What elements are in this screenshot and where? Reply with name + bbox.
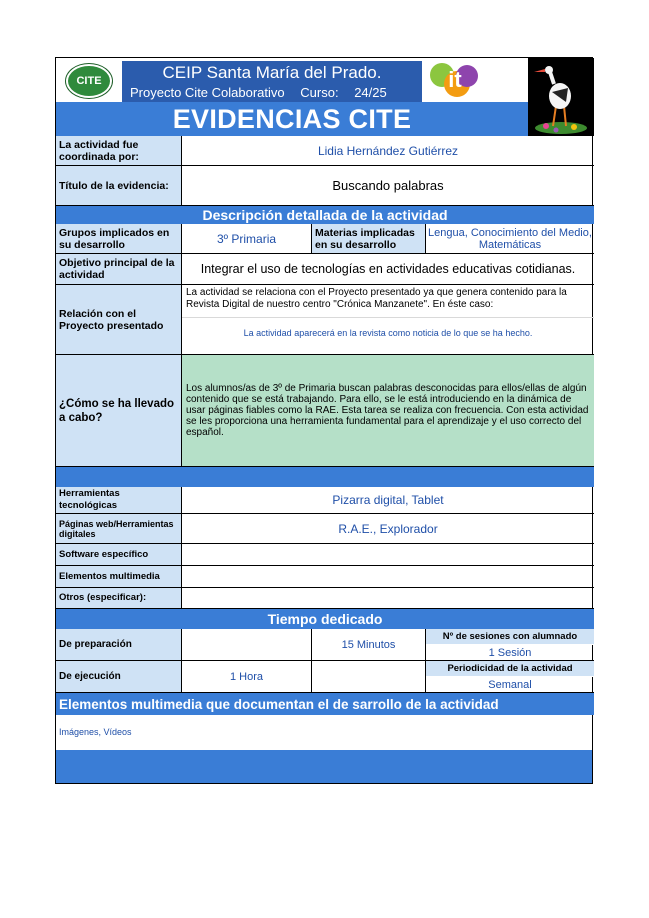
cite-logo-text: CITE bbox=[76, 75, 102, 87]
exec-blank bbox=[312, 661, 426, 693]
tools-other-value bbox=[182, 588, 594, 609]
multimedia-value: Imágenes, Vídeos bbox=[59, 727, 132, 737]
project-line bbox=[130, 85, 420, 100]
period-label: Periodicidad de la actividad bbox=[426, 661, 594, 677]
tools-multimedia-value bbox=[182, 566, 594, 588]
subjects-value: Lengua, Conocimiento del Medio, Matemáticas bbox=[426, 224, 594, 254]
how-value bbox=[182, 355, 594, 467]
school-name: CEIP Santa María del Prado. bbox=[162, 63, 382, 82]
how-text: Los alumnos/as de 3º de Primaria buscan palabras desconocidas para ellos/ellas de algún contenido que se está trabajando. Para ello, se le está introduciendo en la dinámica de usar páginas fiables como la RAE. Esta tarea se realiza con frecuencia. Con esta actividad se les proporciona una herramienta fundamental para el aprendizaje y el uso correcto del español. bbox=[186, 383, 589, 438]
exec-label: De ejecución bbox=[56, 661, 182, 693]
objective-value: Integrar el uso de tecnologías en actividades educativas cotidianas. bbox=[182, 254, 594, 285]
it-logo-text: it bbox=[448, 67, 462, 92]
relation-value bbox=[182, 285, 594, 355]
it-logo bbox=[430, 63, 480, 99]
page-title bbox=[56, 102, 528, 136]
stork-icon bbox=[528, 58, 594, 136]
course-value: 24/25 bbox=[354, 85, 387, 100]
tools-software-label: Software específico bbox=[56, 544, 182, 566]
tools-tech-label: Herramientas tecnológicas bbox=[56, 487, 182, 514]
sessions-value: 1 Sesión bbox=[426, 645, 594, 661]
tools-multimedia-label: Elementos multimedia bbox=[56, 566, 182, 588]
period-value: Semanal bbox=[426, 677, 594, 693]
exec-value: 1 Hora bbox=[182, 661, 312, 693]
groups-label: Grupos implicados en su desarrollo bbox=[56, 224, 182, 254]
how-label: ¿Cómo se ha llevado a cabo? bbox=[56, 355, 182, 467]
section-multimedia-band bbox=[56, 693, 594, 715]
prep-blank bbox=[182, 629, 312, 661]
evidence-sheet bbox=[55, 57, 593, 784]
stork-illustration bbox=[528, 58, 594, 136]
header-title-block bbox=[122, 61, 422, 102]
section-time-band bbox=[56, 609, 594, 629]
evidence-title-value: Buscando palabras bbox=[182, 166, 594, 206]
spacer-band bbox=[56, 467, 594, 487]
project-name: Proyecto Cite Colaborativo bbox=[130, 85, 285, 100]
objective-label: Objetivo principal de la actividad bbox=[56, 254, 182, 285]
section-description-band bbox=[56, 206, 594, 224]
sessions-label: Nº de sesiones con alumnado bbox=[426, 629, 594, 645]
tools-software-value bbox=[182, 544, 594, 566]
tools-web-value: R.A.E., Explorador bbox=[182, 514, 594, 544]
section-multimedia-title: Elementos multimedia que documentan el de sarrollo de la actividad bbox=[59, 696, 499, 712]
groups-value: 3º Primaria bbox=[182, 224, 312, 254]
tools-web-label: Páginas web/Herramientas digitales bbox=[56, 514, 182, 544]
coordinated-by-label: La actividad fue coordinada por: bbox=[56, 136, 182, 166]
tools-other-label: Otros (especificar): bbox=[56, 588, 182, 609]
footer-band bbox=[56, 750, 592, 783]
prep-label: De preparación bbox=[56, 629, 182, 661]
relation-label: Relación con el Proyecto presentado bbox=[56, 285, 182, 355]
page-title-text: EVIDENCIAS CITE bbox=[172, 103, 412, 134]
tools-tech-value: Pizarra digital, Tablet bbox=[182, 487, 594, 514]
subjects-label: Materias implicadas en su desarrollo bbox=[312, 224, 426, 254]
section-description-title: Descripción detallada de la actividad bbox=[202, 207, 448, 223]
coordinated-by-value: Lidia Hernández Gutiérrez bbox=[182, 136, 594, 166]
relation-detail: La actividad aparecerá en la revista como noticia de lo que se ha hecho. bbox=[243, 328, 533, 338]
course-label: Curso: bbox=[300, 85, 339, 100]
relation-intro: La actividad se relaciona con el Proyecto presentado ya que genera contenido para la Revista Digital de nuestro centro "Crónica Manzanete". En éste caso: bbox=[182, 285, 594, 318]
cite-logo bbox=[66, 64, 112, 98]
evidence-title-label: Título de la evidencia: bbox=[56, 166, 182, 206]
prep-value: 15 Minutos bbox=[312, 629, 426, 661]
section-time-title: Tiempo dedicado bbox=[267, 611, 383, 627]
header-banner bbox=[56, 58, 594, 102]
